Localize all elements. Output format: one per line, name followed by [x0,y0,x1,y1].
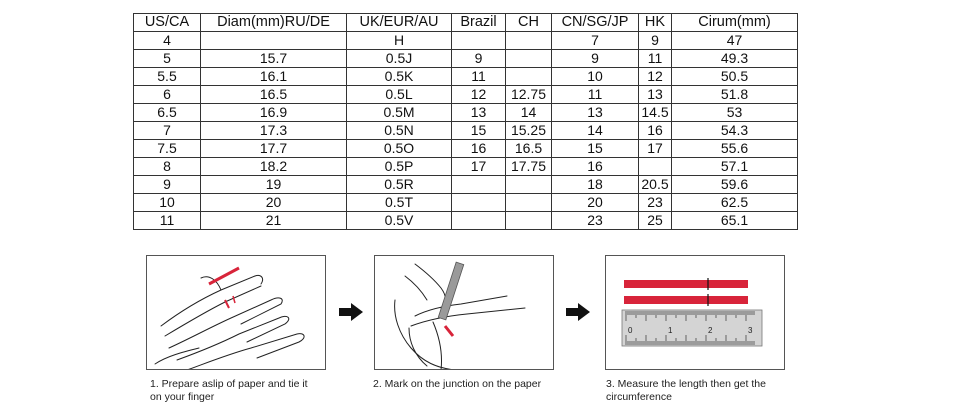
table-cell: 49.3 [672,50,798,68]
table-cell: 12.75 [506,86,552,104]
table-cell: 16 [452,140,506,158]
step-3-caption [606,378,806,404]
table-cell: 12 [452,86,506,104]
column-header: CN/SG/JP [552,14,639,32]
table-cell: 13 [639,86,672,104]
paper-strip-flat [624,296,748,304]
table-cell: 17.7 [201,140,347,158]
table-cell: 0.5L [347,86,452,104]
table-cell: 5 [134,50,201,68]
marking-pen-icon [375,256,554,370]
table-cell: 16 [552,158,639,176]
table-cell: 7.5 [134,140,201,158]
table-cell: 20.5 [639,176,672,194]
table-cell: 10 [552,68,639,86]
paper-strip [445,326,453,336]
column-header: CH [506,14,552,32]
table-row [134,50,798,68]
table-cell: 7 [552,32,639,50]
table-cell: 11 [552,86,639,104]
table-row [134,122,798,140]
table-row [134,86,798,104]
table-cell: 54.3 [672,122,798,140]
table-cell: 23 [552,212,639,230]
table-cell [452,32,506,50]
table-cell: 15.7 [201,50,347,68]
table-cell: 0.5J [347,50,452,68]
table-cell: H [347,32,452,50]
table-cell: 0.5N [347,122,452,140]
table-cell: 16.1 [201,68,347,86]
table-row [134,194,798,212]
table-cell: 20 [201,194,347,212]
table-cell: 14 [506,104,552,122]
table-cell: 14 [552,122,639,140]
table-cell: 65.1 [672,212,798,230]
step-1-panel [146,255,326,370]
table-cell: 9 [134,176,201,194]
table-cell: 19 [201,176,347,194]
ruler-label: 0 [628,326,633,335]
table-cell: 20 [552,194,639,212]
arrow-right-icon [339,303,363,321]
table-row [134,104,798,122]
table-cell: 6.5 [134,104,201,122]
table-cell: 16.5 [506,140,552,158]
step-1-caption-line1: 1. Prepare aslip of paper and tie it [150,378,308,390]
ruler-label: 3 [748,326,753,335]
table-cell: 8 [134,158,201,176]
table-cell: 7 [134,122,201,140]
table-cell: 9 [639,32,672,50]
table-cell [506,50,552,68]
table-cell: 62.5 [672,194,798,212]
step-2-panel [374,255,554,370]
step-1-caption-line2: on your finger [150,391,215,403]
table-cell: 0.5R [347,176,452,194]
table-cell [452,176,506,194]
column-header: Cirum(mm) [672,14,798,32]
column-header: US/CA [134,14,201,32]
step-3-caption-line2: circumference [606,391,672,403]
table-cell [506,212,552,230]
table-cell [506,176,552,194]
table-cell: 13 [452,104,506,122]
table-row [134,140,798,158]
table-cell: 0.5V [347,212,452,230]
table-cell: 57.1 [672,158,798,176]
table-row [134,32,798,50]
table-cell: 9 [552,50,639,68]
step-3-caption-line1: 3. Measure the length then get the [606,378,766,390]
table-cell: 0.5M [347,104,452,122]
table-row [134,158,798,176]
column-header: UK/EUR/AU [347,14,452,32]
table-cell: 15 [552,140,639,158]
table-cell: 15.25 [506,122,552,140]
step-3-panel [605,255,785,370]
table-cell: 0.5O [347,140,452,158]
table-cell: 4 [134,32,201,50]
step-2-caption [373,378,583,391]
table-cell: 18 [552,176,639,194]
ruler-icon [606,256,785,370]
table-cell: 6 [134,86,201,104]
table-cell: 17.75 [506,158,552,176]
table-cell: 11 [452,68,506,86]
table-cell [201,32,347,50]
pen-shape [438,262,464,320]
paper-strip [209,268,239,284]
table-cell: 17 [639,140,672,158]
table-cell [506,194,552,212]
table-cell: 9 [452,50,506,68]
step-2-caption-line1: 2. Mark on the junction on the paper [373,378,542,390]
table-row [134,212,798,230]
table-cell: 16.5 [201,86,347,104]
ruler-label: 1 [668,326,673,335]
table-cell [506,32,552,50]
table-cell: 55.6 [672,140,798,158]
column-header: HK [639,14,672,32]
ruler [622,310,762,346]
table-cell: 16 [639,122,672,140]
table-cell: 17 [452,158,506,176]
table-cell: 50.5 [672,68,798,86]
table-cell: 12 [639,68,672,86]
paper-strip-marked [624,280,748,288]
table-cell [639,158,672,176]
table-cell: 21 [201,212,347,230]
table-row [134,176,798,194]
table-cell: 18.2 [201,158,347,176]
table-cell: 13 [552,104,639,122]
table-cell: 11 [639,50,672,68]
table-cell: 25 [639,212,672,230]
table-header-row [134,14,798,32]
column-header: Brazil [452,14,506,32]
column-header: Diam(mm)RU/DE [201,14,347,32]
ruler-label: 2 [708,326,713,335]
step-1-caption [150,378,360,404]
table-cell: 51.8 [672,86,798,104]
table-cell: 47 [672,32,798,50]
table-cell: 5.5 [134,68,201,86]
table-cell: 10 [134,194,201,212]
table-cell [452,212,506,230]
table-cell [506,68,552,86]
ring-size-table [133,13,798,230]
table-cell: 0.5K [347,68,452,86]
table-cell: 23 [639,194,672,212]
table-cell [452,194,506,212]
table-cell: 15 [452,122,506,140]
table-cell: 14.5 [639,104,672,122]
table-cell: 0.5P [347,158,452,176]
table-cell: 11 [134,212,201,230]
table-cell: 16.9 [201,104,347,122]
table-cell: 0.5T [347,194,452,212]
table-cell: 17.3 [201,122,347,140]
table-cell: 53 [672,104,798,122]
table-cell: 59.6 [672,176,798,194]
arrow-right-icon [566,303,590,321]
table-row [134,68,798,86]
hand-with-paper-strip-icon [147,256,326,370]
